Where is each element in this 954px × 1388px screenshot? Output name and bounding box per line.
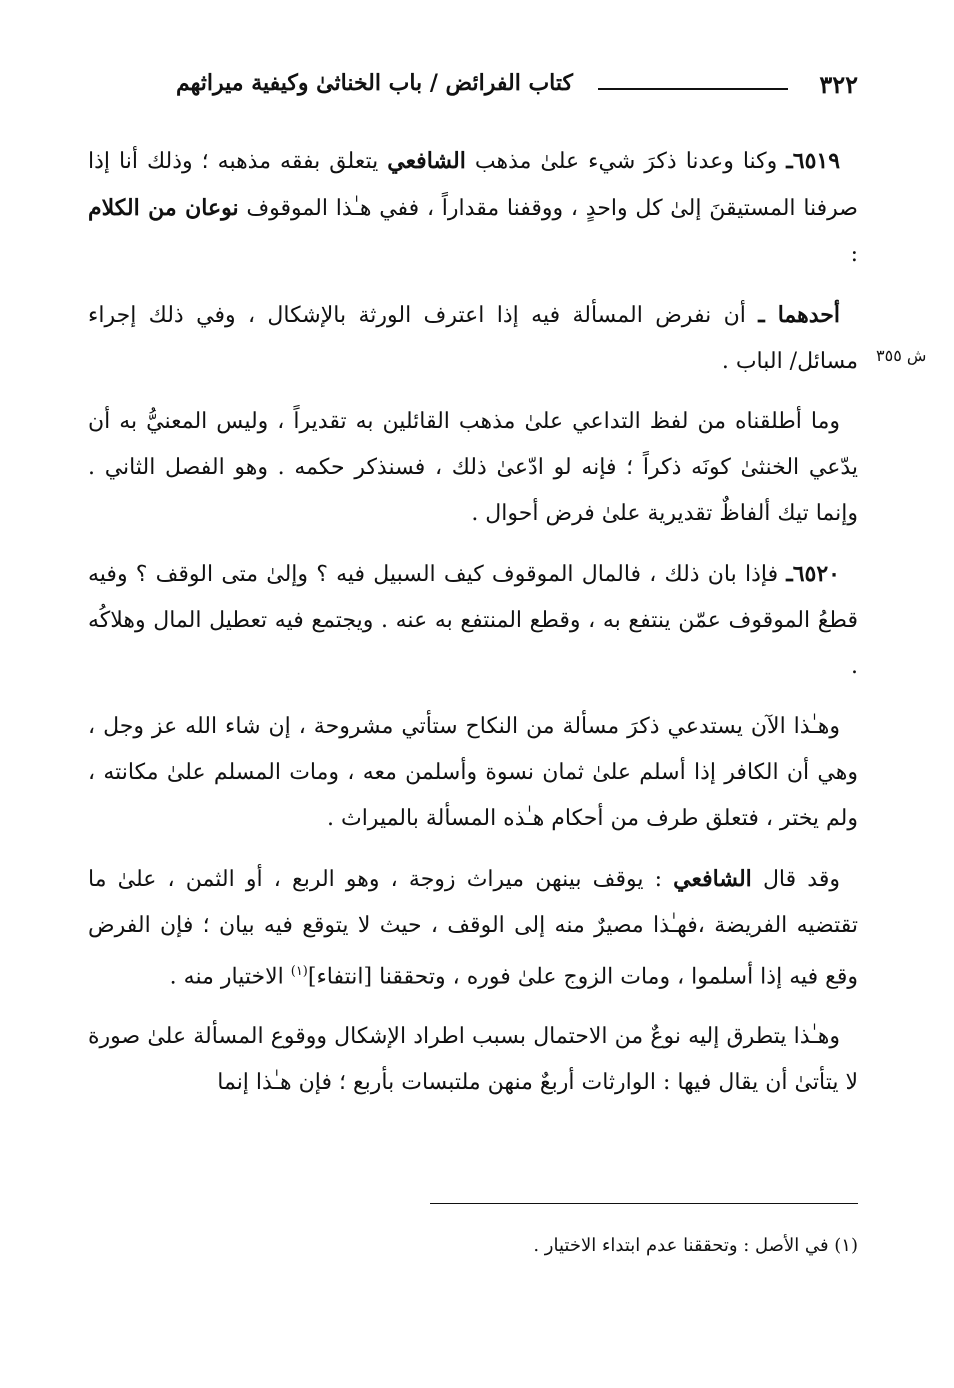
text-run: : يوقف بينهن ميراث زوجة ، وهو الربع ، أو الثمن ، علىٰ ما تقتضيه الفريضة ،فهـٰذا مصيرٌ منه إلى الوقف ، حيث لا يتوقع فيه بيان ؛ فإن الفرض وقع فيه إذا أسلموا ، ومات الزوج علىٰ فوره ، وتحققنا [انتفاء]	[88, 867, 858, 990]
page-number: ٣٢٢	[819, 70, 858, 99]
paragraph-6519	[88, 138, 858, 278]
footnote: (١) في الأصل : وتحققنا عدم ابتداء الاختيار .	[533, 1235, 858, 1256]
paragraph-6520	[88, 551, 858, 690]
bold-term: الشافعي	[387, 148, 466, 174]
margin-folio-note: ش ٣٥٥	[876, 346, 927, 365]
running-title: كتاب الفرائض / باب الخناثىٰ وكيفية ميراثهم	[175, 70, 573, 96]
bold-term: أحدهما ـ	[758, 302, 841, 328]
header-rule	[598, 88, 788, 90]
paragraph-tadai: وما أطلقناه من لفظ التداعي علىٰ مذهب القائلين به تقديراً ، وليس المعنيُّ به أن يدّعي الخنثىٰ كونَه ذكراً ؛ فإنه لو ادّعىٰ ذلك ، فسنذكر حكمه . وهو الفصل الثاني . وإنما تيك ألفاظٌ تقديرية علىٰ فرض أحوال .	[88, 409, 858, 526]
text-run: يتعلق بفقه مذهبه ؛ وذلك أنا إذا صرفنا المستيقنَ إلىٰ كل واحدٍ ، ووقفنا مقداراً ، ففي هـٰذا الموقوف	[88, 149, 858, 221]
issue-number: ٦٥٢٠ـ	[786, 561, 840, 587]
text-run: :	[850, 242, 858, 267]
footnote-rule	[430, 1203, 858, 1204]
running-header	[88, 70, 858, 106]
paragraph-nikah: وهـٰذا الآن يستدعي ذكرَ مسألة من النكاح ستأتي مشروحة ، إن شاء الله عز وجل ، وهي أن الكافر إذا أسلم علىٰ ثمان نسوة وأسلمن معه ، ومات المسلم علىٰ مكانته ، ولم يختر ، فتعلق طرف من أحكام هـٰذه المسألة بالميراث .	[88, 714, 858, 831]
issue-number: ٦٥١٩ـ	[786, 148, 841, 174]
paragraph-first-kind	[88, 292, 858, 385]
paragraph-ihtimal: وهـٰذا يتطرق إليه نوعٌ من الاحتمال بسبب اطراد الإشكال ووقوع المسألة علىٰ صورة لا يتأتىٰ أن يقال فيها : الوارثات أربعٌ منهن ملتبسات بأربع ؛ فإن هـٰذا إنما	[88, 1024, 858, 1096]
bold-term: نوعان من الكلام	[88, 195, 239, 221]
text-run: أن نفرض المسألة فيه إذا اعترف الورثة بالإشكال ، وفي ذلك إجراء مسائل/ الباب .	[88, 303, 858, 374]
main-text	[88, 138, 858, 1120]
text-run: الاختيار منه .	[169, 964, 291, 990]
text-run: وقد قال	[751, 867, 840, 892]
footnote-marker: (١)	[290, 964, 308, 979]
paragraph-shafii-ruling	[88, 856, 858, 1000]
text-run: فإذا بان ذلك ، فالمال الموقوف كيف السبيل فيه ؟ وإلىٰ متى الوقف ؟ وفيه قطعُ الموقوف عمّن ينتفع به ، وقطع المنتفع به عنه . ويجتمع فيه تعطيل المال وهلاكُه .	[88, 562, 858, 679]
text-run: وكنا وعدنا ذكرَ شيء علىٰ مذهب	[465, 149, 787, 174]
bold-term: الشافعي	[673, 866, 752, 892]
